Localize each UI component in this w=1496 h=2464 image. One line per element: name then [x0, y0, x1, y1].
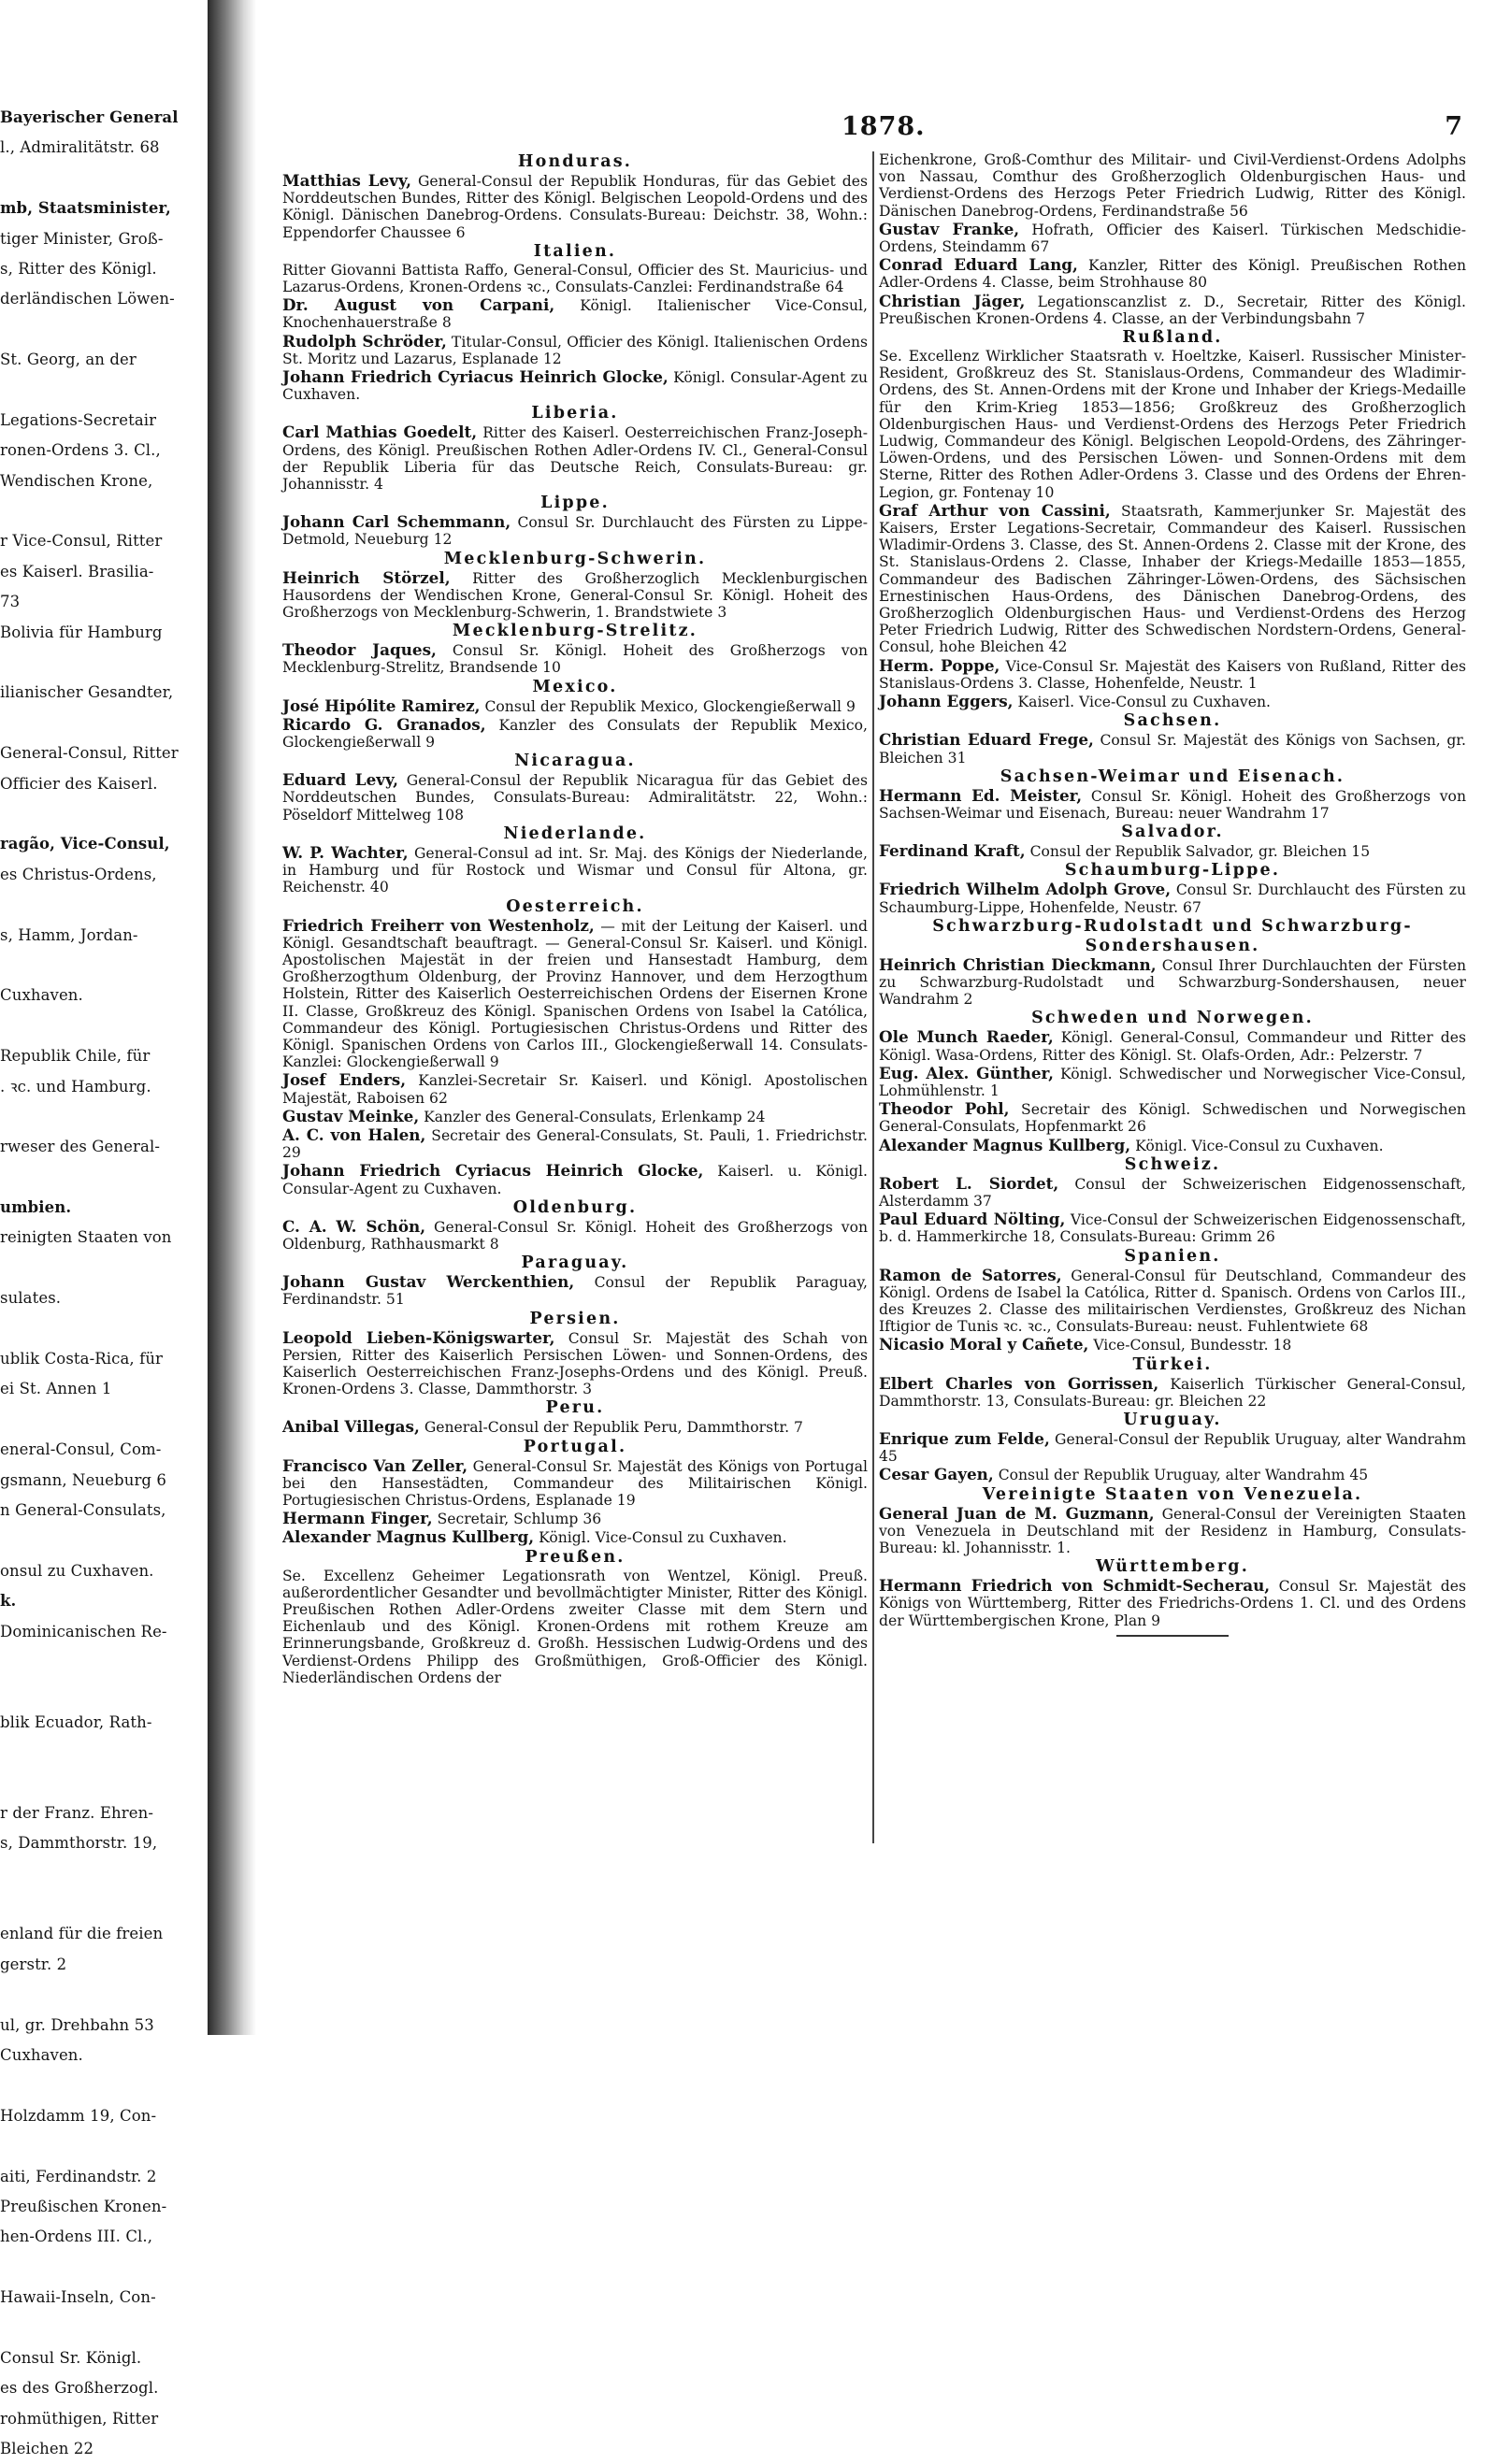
entry-name: Conrad Eduard Lang,	[879, 255, 1078, 275]
fragment-line: derländischen Löwen-	[0, 290, 175, 308]
entry-text: Kaiserl. Vice-Consul zu Cuxhaven.	[1017, 694, 1271, 711]
entry-name: Theodor Jaques,	[282, 640, 437, 660]
directory-entry	[879, 1430, 1466, 1465]
section-heading: Liberia.	[531, 404, 619, 423]
entry-text: Consul der Republik Paraguay, Ferdinandstr. 51	[282, 1274, 869, 1309]
entry-name: Leopold Lieben-Königswarter,	[282, 1327, 555, 1347]
directory-entry	[282, 1218, 868, 1253]
section-heading: Spanien.	[1124, 1246, 1221, 1266]
page-number: 7	[1445, 112, 1462, 141]
directory-entry	[282, 641, 868, 676]
entry-text: Consul der Republik Uruguay, alter Wandrahm 45	[998, 1467, 1369, 1484]
entry-name: Josef Enders,	[282, 1070, 407, 1090]
entry-name: José Hipólite Ramirez,	[282, 695, 481, 715]
page-binding-gutter	[208, 0, 256, 2035]
section-heading: Salvador.	[1121, 823, 1224, 842]
directory-entry	[879, 1137, 1466, 1154]
entry-name: Heinrich Christian Dieckmann,	[879, 954, 1157, 974]
fragment-line: ragão, Vice-Consul,	[0, 835, 170, 853]
entry-name: Christian Jäger,	[879, 291, 1026, 310]
entry-text: Consul der Republik Mexico, Glockengießerwall 9	[484, 697, 856, 715]
page-header	[280, 112, 1468, 150]
directory-entry	[879, 731, 1466, 766]
section-heading: Schaumburg-Lippe.	[1064, 861, 1281, 881]
directory-entry	[282, 368, 868, 403]
entry-text: Kanzler des General-Consulats, Erlenkamp 24	[424, 1108, 766, 1125]
fragment-line: Cuxhaven.	[0, 986, 83, 1005]
fragment-line	[0, 1526, 208, 1555]
fragment-line: General-Consul, Ritter	[0, 744, 179, 763]
directory-entry	[879, 1065, 1466, 1099]
entry-name: Robert L. Siordet,	[879, 1173, 1059, 1193]
section-heading: Niederlande.	[503, 824, 647, 843]
fragment-line	[0, 2131, 208, 2161]
fragment-line: Bleichen 22	[0, 2440, 94, 2458]
entry-name: Gustav Meinke,	[282, 1106, 420, 1125]
entry-text: Ritter des Kaiserl. Oesterreichischen Franz-Joseph-Ordens, des Königl. Preußischen Rothen Adler-Ordens IV. Cl., General-Consul der Republik Liberia für das Deutsche Reich, Consulats-Bureau: gr. Johannisstr. 4	[282, 424, 868, 494]
section-heading: Sachsen-Weimar und Eisenach.	[1000, 766, 1345, 786]
entry-name: Ole Munch Raeder,	[879, 1027, 1054, 1047]
entry-name: Christian Eduard Frege,	[879, 730, 1094, 750]
fragment-line: rohmüthigen, Ritter	[0, 2409, 159, 2428]
entry-text: General-Consul der Republik Nicaragua für das Gebiet des Norddeutschen Bundes, Consulats-Bureau: Admiralitätstr. 22, Wohn.: Pöseldorf Mittelweg 108	[282, 772, 868, 824]
directory-entry	[282, 172, 868, 241]
fragment-line: tiger Minister, Groß-	[0, 229, 164, 248]
entry-text: Kaiserl. u. Königl. Consular-Agent zu Cuxhaven.	[282, 1163, 868, 1197]
fragment-line: umbien.	[0, 1198, 72, 1217]
section-heading: Paraguay.	[521, 1253, 629, 1273]
fragment-line	[0, 1768, 208, 1798]
directory-entry	[282, 1568, 868, 1686]
entry-name: Ramon de Satorres,	[879, 1265, 1062, 1284]
fragment-line	[0, 799, 208, 829]
fragment-line	[0, 164, 208, 193]
fragment-line: Legations-Secretair	[0, 410, 157, 429]
directory-entry	[879, 693, 1466, 710]
directory-entry	[879, 151, 1466, 220]
entry-text: Kanzler, Ritter des Königl. Preußischen Rothen Adler-Ordens 4. Classe, beim Strohhause 80	[879, 257, 1466, 292]
directory-entry	[282, 1528, 868, 1546]
directory-entry	[282, 1457, 868, 1510]
entry-name: Nicasio Moral y Cañete,	[879, 1335, 1089, 1354]
fragment-line	[0, 1980, 208, 2010]
column-divider	[872, 151, 874, 1843]
directory-entry	[879, 1211, 1466, 1245]
directory-entry	[879, 348, 1466, 501]
fragment-line: sulates.	[0, 1289, 62, 1308]
fragment-line: r Vice-Consul, Ritter	[0, 532, 163, 551]
fragment-line: s, Ritter des Königl.	[0, 259, 157, 278]
entry-name: Enrique zum Felde,	[879, 1428, 1050, 1448]
directory-entry	[282, 513, 868, 548]
entry-text: General-Consul für Deutschland, Commandeur des Königl. Ordens de Isabel la Católica, Ritter d. Spanisch. Ordens von Carlos III., des Kreuzes 2. Classe des militairischen Verdienstes, Großkreuz des Nichan Iftigior de Tunis ꝛc. ꝛc., Consulats-Bureau: neust. Fuhlentwiete 68	[879, 1267, 1466, 1336]
entry-text: Se. Excellenz Wirklicher Staatsrath v. Hoeltzke, Kaiserl. Russischer Minister-Resident, Großkreuz des St. Stanislaus-Ordens, Commandeur des Wladimir-Ordens, des St. Annen-Ordens mit der Krone und Inhaber der Kriegs-Medaille für den Krim-Krieg 1853—1856; Großkreuz des Großherzoglich Oldenburgischen Haus- und Verdienst-Ordens des Herzogs Peter Friedrich Ludwig, Commandeur des Königl. Belgischen Leopold-Ordens, des Zähringer-Löwen-Ordens, und des Persischen Löwen- und Sonnen-Ordens mit dem Sterne, Ritter des Rothen Adler-Ordens 3. Classe und des Ordens der Ehren-Legion, gr. Fontenay 10	[879, 348, 1466, 501]
entry-name: Herm. Poppe,	[879, 655, 1000, 675]
entry-name: Alexander Magnus Kullberg,	[879, 1135, 1131, 1154]
fragment-line: s, Hamm, Jordan-	[0, 925, 138, 944]
entry-text: Hofrath, Officier des Kaiserl. Türkischen Medschidie-Ordens, Steindamm 67	[879, 221, 1466, 256]
entry-name: Hermann Finger,	[282, 1509, 433, 1528]
directory-entry	[879, 1336, 1466, 1354]
directory-entry	[879, 1466, 1466, 1483]
directory-entry	[879, 842, 1466, 860]
directory-entry	[879, 221, 1466, 255]
entry-name: Anibal Villegas,	[282, 1417, 420, 1437]
fragment-line	[0, 1738, 208, 1768]
entry-text: Königl. Vice-Consul zu Cuxhaven.	[1135, 1137, 1384, 1154]
section-heading: Oldenburg.	[512, 1197, 638, 1217]
section-heading: Lippe.	[540, 494, 610, 513]
fragment-line: aiti, Ferdinandstr. 2	[0, 2167, 157, 2185]
section-heading: Preußen.	[525, 1547, 626, 1567]
directory-entry	[879, 657, 1466, 692]
fragment-line	[0, 1011, 208, 1041]
entry-name: Eduard Levy,	[282, 770, 399, 790]
directory-entry	[282, 296, 868, 331]
entry-text: Ritter des Großherzoglich Mecklenburgischen Hausordens der Wendischen Krone, General-Consul Sr. Königl. Hoheit des Großherzogs von Mecklenburg-Schwerin, 1. Brandstwiete 3	[282, 569, 868, 622]
entry-text: Secretair des General-Consulats, St. Pauli, 1. Friedrichstr. 29	[282, 1126, 868, 1162]
fragment-line: s, Dammthorstr. 19,	[0, 1834, 158, 1853]
section-heading: Italien.	[533, 241, 617, 261]
directory-entry	[282, 333, 868, 367]
entry-text: Königl. Consular-Agent zu Cuxhaven.	[282, 369, 868, 404]
fragment-line	[0, 951, 208, 981]
entry-text: Königl. Schwedischer und Norwegischer Vice-Consul, Lohmühlenstr. 1	[879, 1065, 1466, 1099]
entry-text: Consul der Republik Salvador, gr. Bleichen 15	[1029, 843, 1371, 861]
section-heading: Rußland.	[1122, 328, 1223, 348]
section-heading: Schweden und Norwegen.	[1031, 1009, 1314, 1028]
entry-text: Consul Sr. Durchlaucht des Fürsten zu Lippe-Detmold, Neueburg 12	[282, 514, 868, 549]
directory-entry	[879, 1175, 1466, 1210]
entry-name: Johann Friedrich Cyriacus Heinrich Glocke,	[282, 367, 669, 387]
fragment-line	[0, 376, 208, 406]
directory-entry	[282, 1329, 868, 1398]
fragment-line	[0, 890, 208, 920]
entry-text: Königl. Vice-Consul zu Cuxhaven.	[539, 1529, 787, 1547]
entry-name: Carl Mathias Goedelt,	[282, 423, 478, 442]
directory-entry	[282, 771, 868, 824]
fragment-line	[0, 496, 208, 526]
section-heading: Türkei.	[1132, 1354, 1213, 1374]
fragment-line: ul, gr. Drehbahn 53	[0, 2015, 154, 2034]
directory-entry	[282, 1126, 868, 1161]
fragment-line: ronen-Ordens 3. Cl.,	[0, 441, 161, 460]
fragment-line: Dominicanischen Re-	[0, 1622, 167, 1640]
entry-name: A. C. von Halen,	[282, 1125, 426, 1144]
fragment-line: blik Ecuador, Rath-	[0, 1712, 152, 1731]
entry-text: General-Consul ad int. Sr. Maj. des Königs der Niederlande, in Hamburg und für Rostock und Wismar und Consul für Altona, gr. Reichenstr. 40	[282, 844, 868, 896]
fragment-line: Cuxhaven.	[0, 2046, 83, 2064]
fragment-line: Bolivia für Hamburg	[0, 623, 163, 641]
directory-entry	[879, 293, 1466, 327]
entry-name: Ricardo G. Granados,	[282, 714, 486, 734]
fragment-line	[0, 709, 208, 738]
directory-entry	[879, 956, 1466, 1009]
entry-text: Königl. General-Consul, Commandeur und Ritter des Königl. Wasa-Ordens, Ritter des Königl. St. Olafs-Orden, Adr.: Pelzerstr. 7	[879, 1029, 1466, 1064]
fragment-line: Hawaii-Inseln, Con-	[0, 2288, 156, 2307]
section-heading: Mexico.	[532, 677, 618, 696]
section-heading: Portugal.	[523, 1437, 627, 1456]
fragment-line	[0, 1405, 208, 1435]
fragment-line: Republik Chile, für	[0, 1047, 151, 1066]
directory-entry	[282, 697, 868, 715]
section-heading: Schwarzburg-Rudolstadt und Schwarzburg-Sondershausen.	[932, 916, 1413, 955]
entry-name: Dr. August von Carpani,	[282, 295, 555, 315]
section-heading: Mecklenburg-Schwerin.	[443, 549, 707, 568]
directory-entry	[282, 1071, 868, 1106]
fragment-line	[0, 315, 208, 345]
directory-entry	[879, 1028, 1466, 1063]
entry-name: W. P. Wachter,	[282, 842, 409, 862]
previous-page-fragment	[0, 103, 208, 2458]
entry-text: Se. Excellenz Geheimer Legationsrath von Wentzel, Königl. Preuß. außerordentlicher Gesandter und bevollmächtigter Minister, Ritter des Königl. Preußischen Rothen Adler-Ordens zweiter Classe mit dem Stern und Eichenlaub und des Königl. Kronen-Ordens mit rothem Kreuze am Erinnerungsbande, Großkreuz d. Großh. Hessischen Ludwig-Ordens und des Verdienst-Ordens Philipp des Großmüthigen, Groß-Officier des Königl. Niederländischen Ordens der	[282, 1567, 868, 1686]
section-heading: Oesterreich.	[506, 896, 644, 916]
fragment-line	[0, 2253, 208, 2283]
entry-name: Johann Carl Schemmann,	[282, 512, 511, 532]
section-heading: Persien.	[529, 1309, 621, 1328]
directory-entry	[879, 1505, 1466, 1557]
entry-name: Johann Gustav Werckenthien,	[282, 1272, 575, 1292]
directory-entry	[282, 423, 868, 493]
section-heading: Vereinigte Staaten von Venezuela.	[982, 1484, 1363, 1504]
entry-text: General-Consul Sr. Königl. Hoheit des Großherzogs von Oldenburg, Rathhausmarkt 8	[282, 1218, 868, 1253]
fragment-line	[0, 2314, 208, 2343]
entry-name: Elbert Charles von Gorrissen,	[879, 1373, 1159, 1393]
section-heading: Schweiz.	[1124, 1154, 1221, 1174]
fragment-line: Consul Sr. Königl.	[0, 2348, 142, 2367]
entry-name: Friedrich Wilhelm Adolph Grove,	[879, 880, 1172, 899]
entry-text: Ritter Giovanni Battista Raffo, General-Consul, Officier des St. Mauricius- und Lazarus-Ordens, Kronen-Ordens ꝛc., Consulats-Canzlei: Ferdinandstraße 64	[282, 261, 868, 296]
entry-name: Hermann Friedrich von Schmidt-Secherau,	[879, 1576, 1271, 1596]
entry-text: General-Consul der Republik Uruguay, alter Wandrahm 45	[879, 1430, 1466, 1466]
right-column	[879, 151, 1466, 1637]
entry-text: Legationscanzlist z. D., Secretair, Ritter des Königl. Preußischen Kronen-Ordens 4. Classe, an der Verbindungsbahn 7	[879, 293, 1466, 327]
entry-name: Ferdinand Kraft,	[879, 841, 1026, 861]
fragment-line: Holzdamm 19, Con-	[0, 2106, 157, 2125]
fragment-line: Bayerischer General	[0, 108, 179, 126]
fragment-line: Officier des Kaiserl.	[0, 774, 158, 793]
directory-entry	[879, 1577, 1466, 1629]
entry-text: Kanzlei-Secretair Sr. Kaiserl. und Königl. Apostolischen Majestät, Raboisen 62	[282, 1072, 868, 1107]
directory-entry	[282, 1162, 868, 1196]
directory-entry	[282, 1510, 868, 1527]
entry-text: Consul Sr. Königl. Hoheit des Großherzogs von Mecklenburg-Strelitz, Brandsende 10	[282, 642, 868, 677]
entry-name: Theodor Pohl,	[879, 1099, 1010, 1119]
fragment-line	[0, 1647, 208, 1677]
entry-name: Eug. Alex. Günther,	[879, 1063, 1055, 1082]
directory-entry	[282, 716, 868, 751]
directory-entry	[879, 881, 1466, 915]
entry-name: Graf Arthur von Cassini,	[879, 500, 1111, 520]
entry-text: Consul Sr. Majestät des Schah von Persien, Ritter des Kaiserlich Persischen Löwen- und Sonnen-Ordens, des Kaiserlich Oesterreichischen Franz-Josephs-Ordens und des Königl. Preuß. Kronen-Ordens 3. Classe, Dammthorstr. 3	[282, 1329, 868, 1398]
fragment-line: enland für die freien	[0, 1925, 164, 1943]
directory-entry	[282, 1108, 868, 1125]
entry-text: Kanzler des Consulats der Republik Mexico, Glockengießerwall 9	[282, 716, 868, 752]
page-year: 1878.	[842, 112, 926, 141]
entry-name: General Juan de M. Guzmann,	[879, 1503, 1155, 1523]
fragment-line	[0, 2070, 208, 2100]
directory-entry	[282, 844, 868, 896]
fragment-line	[0, 1889, 208, 1919]
entry-text: Vice-Consul, Bundesstr. 18	[1093, 1337, 1292, 1354]
fragment-line: . ꝛc. und Hamburg.	[0, 1077, 151, 1096]
entry-text: General-Consul der Vereinigten Staaten von Venezuela in Deutschland mit der Residenz in Hamburg, Consulats-Bureau: kl. Johannisstr. 1.	[879, 1505, 1466, 1556]
entry-text: Eichenkrone, Groß-Comthur des Militair- und Civil-Verdienst-Ordens Adolphs von Nassau, Comthur des Großherzoglich Oldenburgischen Haus- und Verdienst-Ordens des Herzogs Peter Friedrich Ludwig, Ritter des Königl. Dänischen Danebrog-Ordens, Ferdinandstraße 56	[879, 151, 1466, 220]
section-heading: Peru.	[545, 1398, 605, 1418]
directory-entry	[879, 1100, 1466, 1135]
fragment-line: gsmann, Neueburg 6	[0, 1470, 167, 1489]
section-heading: Mecklenburg-Strelitz.	[452, 622, 698, 641]
fragment-line: gerstr. 2	[0, 1955, 67, 1973]
entry-name: Francisco Van Zeller,	[282, 1455, 468, 1475]
entry-name: Heinrich Störzel,	[282, 567, 451, 587]
entry-name: Paul Eduard Nölting,	[879, 1210, 1066, 1229]
entry-name: Cesar Gayen,	[879, 1465, 994, 1484]
section-heading: Württemberg.	[1095, 1557, 1250, 1577]
fragment-line: Preußischen Kronen-	[0, 2197, 167, 2215]
entry-text: Staatsrath, Kammerjunker Sr. Majestät des Kaisers, Erster Legations-Secretair, Commandeur des Kaiserl. Russischen Wladimir-Ordens 3. Classe, des St. Annen-Ordens 2. Classe mit der Krone, des St. Stanislaus-Ordens 2. Classe, Inhaber der Kriegs-Medaille 1853—1855, Commandeur des Badischen Zähringer-Löwen-Ordens, des Sächsischen Ernestinischen Haus-Ordens, des Dänischen Danebrog-Ordens, des Großherzoglich Oldenburgischen Haus- und Verdienst-Ordens des Herzog Peter Friedrich Ludwig, Ritter des Schwedischen Nordstern-Ordens, General-Consul, hohe Bleichen 42	[879, 502, 1466, 656]
fragment-line: n General-Consulats,	[0, 1500, 166, 1519]
entry-name: Alexander Magnus Kullberg,	[282, 1527, 535, 1547]
fragment-line: 73	[0, 593, 21, 611]
section-heading: Nicaragua.	[514, 752, 636, 771]
fragment-line: eneral-Consul, Com-	[0, 1440, 162, 1459]
entry-name: Matthias Levy,	[282, 171, 411, 190]
fragment-line: es des Großherzogl.	[0, 2379, 159, 2398]
entry-text: Consul Sr. Durchlaucht des Fürsten zu Schaumburg-Lippe, Hohenfelde, Neustr. 67	[879, 881, 1466, 916]
entry-text: General-Consul Sr. Majestät des Königs von Portugal bei den Hansestädten, Commandeur des Militairischen Königl. Portugiesischen Christus-Ordens, Esplanade 19	[282, 1457, 868, 1509]
entry-name: C. A. W. Schön,	[282, 1216, 426, 1236]
left-column	[282, 151, 868, 1687]
fragment-line: l., Admiralitätstr. 68	[0, 138, 160, 157]
entry-text: Consul Sr. Königl. Hoheit des Großherzogs von Sachsen-Weimar und Eisenach, Bureau: neuer Wandrahm 17	[879, 787, 1466, 822]
entry-name: Rudolph Schröder,	[282, 331, 447, 351]
entry-name: Hermann Ed. Meister,	[879, 785, 1083, 805]
entry-text: General-Consul der Republik Peru, Dammthorstr. 7	[424, 1419, 803, 1437]
fragment-line	[0, 1253, 208, 1283]
fragment-line	[0, 1314, 208, 1344]
entry-text: Vice-Consul Sr. Majestät des Kaisers von Rußland, Ritter des Stanislaus-Ordens 3. Classe, Hohenfelde, Neustr. 1	[879, 657, 1466, 692]
entry-text: Königl. Italienischer Vice-Consul, Knochenhauerstraße 8	[282, 297, 868, 332]
fragment-line: Wendischen Krone,	[0, 471, 153, 490]
section-heading: Uruguay.	[1123, 1410, 1222, 1429]
directory-entry	[879, 502, 1466, 656]
entry-text: Secretair, Schlump 36	[437, 1511, 602, 1528]
entry-text: — mit der Leitung der Kaiserl. und Königl. Gesandtschaft beauftragt. — General-Consul Sr. Kaiserl. und Königl. Apostolischen Majestät in der freien und Hansestadt Hamburg, dem Großherzogthum Oldenburg, der Provinz Hannover, und dem Herzogthum Holstein, Ritter des Kaiserlich Oesterreichischen Ordens der Eisernen Krone II. Classe, Großkreuz des Königl. Spanischen Ordens von Isabel la Católica, Commandeur des Königl. Portugiesischen Christus-Ordens und Ritter des Königl. Spanischen Ordens von Carlos III., Glockengießerwall 14. Consulats-Kanzlei: Glockengießerwall 9	[282, 917, 868, 1071]
fragment-line	[0, 1163, 208, 1193]
entry-text: Vice-Consul der Schweizerischen Eidgenossenschaft, b. d. Hammerkirche 18, Consulats-Bureau: Grimm 26	[879, 1211, 1466, 1246]
entry-text: Consul Sr. Majestät des Königs von Württemberg, Ritter des Friedrichs-Ordens 1. Cl. und des Ordens der Württembergischen Krone, Plan 9	[879, 1578, 1466, 1629]
directory-entry	[879, 1375, 1466, 1410]
fragment-line: ublik Costa-Rica, für	[0, 1350, 164, 1368]
directory-entry	[282, 1418, 868, 1436]
directory-entry	[282, 1273, 868, 1308]
fragment-line: es Kaiserl. Brasilia-	[0, 562, 154, 580]
section-heading: Honduras.	[517, 152, 633, 171]
directory-entry	[282, 569, 868, 622]
fragment-line: ei St. Annen 1	[0, 1380, 112, 1398]
fragment-line: mb, Staatsminister,	[0, 199, 171, 218]
fragment-line	[0, 1102, 208, 1132]
entry-name: Johann Eggers,	[879, 692, 1014, 711]
directory-entry	[879, 256, 1466, 291]
directory-entry	[282, 262, 868, 295]
section-heading: Sachsen.	[1123, 711, 1222, 731]
entry-text: Consul der Schweizerischen Eidgenossenschaft, Alsterdamm 37	[879, 1175, 1466, 1210]
entry-text: Kaiserlich Türkischer General-Consul, Dammthorstr. 13, Consulats-Bureau: gr. Bleichen 22	[879, 1375, 1466, 1410]
entry-text: Secretair des Königl. Schwedischen und Norwegischen General-Consulats, Hopfenmarkt 26	[879, 1101, 1466, 1136]
fragment-line: reinigten Staaten von	[0, 1228, 172, 1247]
fragment-line: onsul zu Cuxhaven.	[0, 1561, 154, 1580]
end-rule	[1116, 1635, 1229, 1637]
entry-name: Johann Friedrich Cyriacus Heinrich Glocke,	[282, 1161, 704, 1181]
fragment-line: ilianischer Gesandter,	[0, 683, 174, 702]
entry-text: Titular-Consul, Officier des Königl. Italienischen Ordens St. Moritz und Lazarus, Esplanade 12	[282, 333, 868, 367]
entry-text: General-Consul der Republik Honduras, für das Gebiet des Norddeutschen Bundes, Ritter des Königl. Belgischen Leopold-Ordens und des Königl. Dänischen Danebrog-Ordens. Consulats-Bureau: Deichstr. 38, Wohn.: Eppendorfer Chaussee 6	[282, 173, 868, 241]
directory-entry	[282, 917, 868, 1071]
entry-text: Consul Ihrer Durchlauchten der Fürsten zu Schwarzburg-Rudolstadt und Schwarzburg-Sondershausen, neuer Wandrahm 2	[879, 956, 1466, 1009]
fragment-line: hen-Ordens III. Cl.,	[0, 2228, 153, 2246]
fragment-line: es Christus-Ordens,	[0, 865, 157, 883]
fragment-line: k.	[0, 1592, 17, 1611]
fragment-line	[0, 1859, 208, 1889]
directory-entry	[879, 1267, 1466, 1336]
fragment-line	[0, 648, 208, 678]
fragment-line: r der Franz. Ehren-	[0, 1803, 153, 1822]
entry-name: Gustav Franke,	[879, 219, 1020, 238]
entry-text: Consul Sr. Majestät des Königs von Sachsen, gr. Bleichen 31	[879, 732, 1467, 766]
fragment-line: rweser des General-	[0, 1138, 160, 1156]
directory-entry	[879, 787, 1466, 822]
fragment-line: St. Georg, an der	[0, 351, 137, 369]
fragment-line	[0, 1677, 208, 1707]
entry-name: Friedrich Freiherr von Westenholz,	[282, 915, 595, 935]
